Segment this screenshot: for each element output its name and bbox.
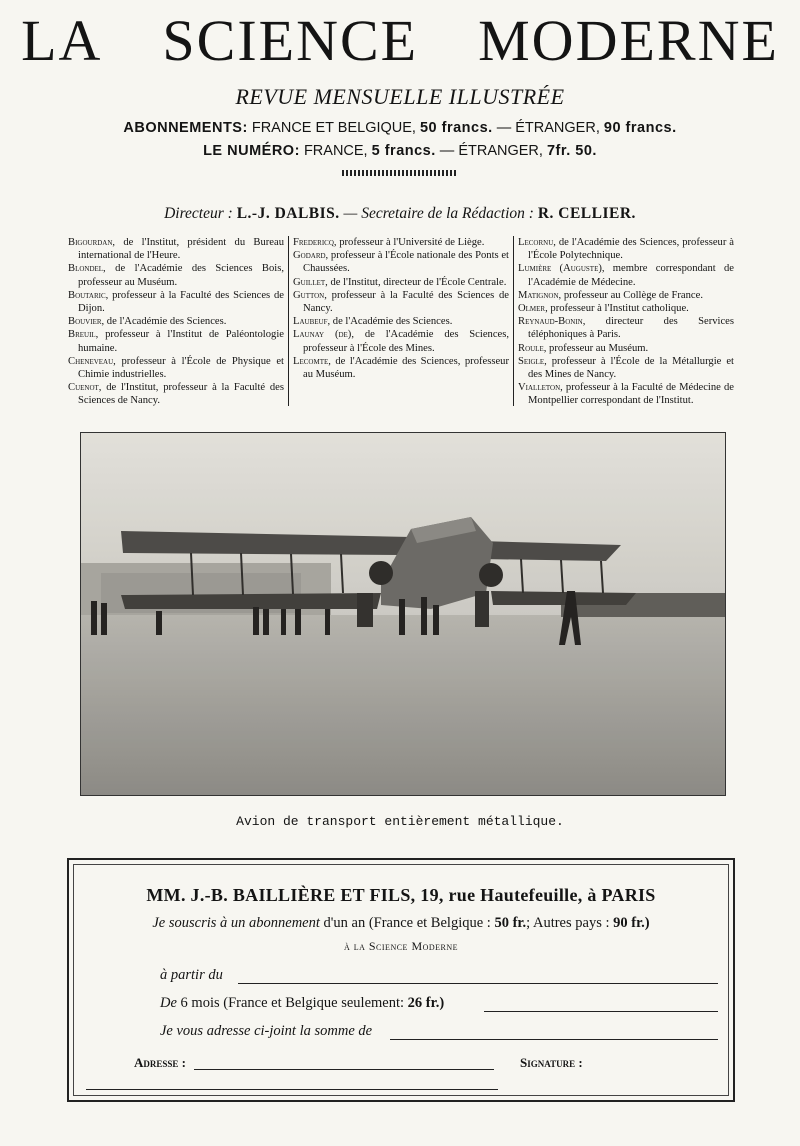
separator: — bbox=[435, 143, 459, 159]
contributor-description: de l'Académie des Sciences, professeur à l'École des Mines. bbox=[303, 329, 510, 354]
subscription-label: ABONNEMENTS: bbox=[123, 120, 248, 136]
contributor-description: professeur à l'École de Physique et Chimie industrielles. bbox=[78, 355, 284, 381]
six-month-option bbox=[160, 995, 444, 1012]
masthead-title bbox=[0, 8, 800, 73]
contributor-entry bbox=[518, 262, 734, 288]
foreign-label: ÉTRANGER, bbox=[458, 143, 543, 159]
contributor-description: membre correspondant de l'Académie de Médecine. bbox=[528, 263, 734, 288]
start-date-label: à partir du bbox=[160, 967, 223, 983]
contributor-name: Cuenot, bbox=[68, 382, 102, 394]
contributor-description: professeur à l'École de la Métallurgie et des Mines de Nancy. bbox=[528, 355, 734, 381]
contributor-entry bbox=[293, 276, 509, 289]
foreign-price: 7fr. 50. bbox=[546, 143, 597, 159]
contributor-description: de l'Institut, président du Bureau international de l'Heure. bbox=[78, 237, 284, 262]
contributor-entry bbox=[68, 355, 284, 381]
contributor-entry bbox=[293, 315, 509, 328]
amount-field[interactable] bbox=[390, 1039, 718, 1040]
contributor-name: Lecornu, bbox=[518, 237, 556, 248]
contributor-description: de l'Académie des Sciences Bois, professeur au Muséum. bbox=[78, 263, 284, 288]
contributor-description: professeur à l'Université de Liège. bbox=[336, 237, 485, 248]
contributor-entry bbox=[293, 328, 509, 354]
contributor-name: Reynaud-Bonin, bbox=[518, 316, 586, 328]
contributor-description: professeur au Collège de France. bbox=[561, 289, 703, 301]
contributor-entry bbox=[518, 302, 734, 315]
subscription-statement-mid: ; Autres pays : bbox=[526, 915, 614, 931]
contributor-name: Boutaric, bbox=[68, 289, 109, 301]
six-month-field[interactable] bbox=[484, 1011, 718, 1012]
contributor-description: de l'Institut, professeur à la Faculté des Sciences de Nancy. bbox=[78, 382, 284, 407]
coupon-frame bbox=[73, 864, 729, 1096]
publisher-address: MM. J.-B. BAILLIÈRE ET FILS, 19, rue Hautefeuille, à PARIS bbox=[146, 885, 656, 905]
address-field-second-line[interactable] bbox=[86, 1089, 498, 1090]
contributor-entry bbox=[518, 342, 734, 355]
contributor-name: Roule, bbox=[518, 342, 547, 354]
contributor-name: Seigle, bbox=[518, 355, 547, 367]
contributor-entry bbox=[68, 289, 284, 315]
journal-name: à la Science Moderne bbox=[343, 939, 459, 953]
six-month-price: 26 fr.) bbox=[407, 995, 445, 1011]
contributor-name: Blondel, bbox=[68, 263, 106, 275]
contributor-entry bbox=[293, 355, 509, 381]
contributor-description: professeur à l'Institut de Paléontologie humaine. bbox=[78, 329, 284, 354]
contributor-name: Cheneveau, bbox=[68, 355, 116, 367]
contributor-description: de l'Institut, directeur de l'École Centrale. bbox=[327, 276, 507, 288]
contributor-description: directeur des Services téléphoniques à Paris. bbox=[528, 316, 734, 341]
director-label: Directeur : bbox=[164, 205, 233, 222]
contributor-name: Laubeuf, bbox=[293, 316, 331, 328]
contributor-name: Gutton, bbox=[293, 289, 327, 301]
airplane-photo bbox=[80, 432, 726, 796]
issue-prices bbox=[0, 143, 800, 159]
france-price: 5 francs. bbox=[371, 143, 436, 159]
address-label: Adresse : bbox=[134, 1055, 186, 1070]
contributor-description: professeur à la Faculté des Sciences de Dijon. bbox=[78, 289, 284, 315]
price-france: 50 fr. bbox=[494, 915, 527, 931]
contributor-name: Breuil, bbox=[68, 329, 99, 341]
contributor-description: de l'Académie des Sciences, professeur au Muséum. bbox=[303, 355, 509, 381]
photo-caption: Avion de transport entièrement métallique. bbox=[236, 814, 564, 829]
contributor-entry bbox=[518, 236, 734, 262]
six-month-text: 6 mois (France et Belgique seulement: bbox=[176, 995, 408, 1011]
contributor-description: de l'Académie des Sciences. bbox=[104, 316, 227, 328]
foreign-label: ÉTRANGER, bbox=[515, 120, 600, 136]
start-date-field[interactable] bbox=[238, 983, 718, 984]
contributor-entry bbox=[68, 328, 284, 354]
masthead-word: MODERNE bbox=[478, 8, 779, 73]
contributor-description: professeur à la Faculté de Médecine de Montpellier correspondant de l'Institut. bbox=[528, 382, 734, 407]
separator: — bbox=[339, 205, 362, 222]
foreign-price: 90 francs. bbox=[603, 120, 677, 136]
contributor-entry bbox=[293, 236, 509, 249]
contributor-entry bbox=[518, 381, 734, 407]
contributor-description: professeur à la Faculté des Sciences de Nancy. bbox=[303, 289, 509, 315]
contributor-name: Godard, bbox=[293, 250, 329, 262]
subscription-statement-lead: Je souscris à un abonnement bbox=[152, 915, 320, 931]
subscription-statement-text: d'un an (France et Belgique : bbox=[319, 915, 495, 931]
contributor-description: professeur à l'Institut catholique. bbox=[547, 303, 689, 315]
contributor-entry bbox=[293, 289, 509, 315]
contributor-entry bbox=[518, 289, 734, 302]
contributors-list bbox=[64, 236, 738, 406]
contributor-name: Bigourdan, bbox=[68, 237, 116, 248]
contributor-description: de l'Académie des Sciences. bbox=[330, 316, 453, 328]
contributor-entry bbox=[518, 315, 734, 341]
secretary-name: R. CELLIER. bbox=[537, 205, 636, 222]
amount-label: Je vous adresse ci-joint la somme de bbox=[160, 1023, 373, 1039]
contributors-column bbox=[513, 236, 738, 406]
contributor-description: professeur à l'École nationale des Ponts et Chaussées. bbox=[303, 250, 509, 275]
secretary-label: Secretaire de la Rédaction : bbox=[361, 205, 534, 222]
signature-label: Signature : bbox=[520, 1055, 583, 1070]
subscription-prices bbox=[0, 120, 800, 136]
contributors-column bbox=[288, 236, 513, 406]
subscription-coupon bbox=[67, 858, 735, 1102]
six-month-lead: De bbox=[160, 995, 177, 1011]
price-other-countries: 90 fr.) bbox=[613, 915, 650, 931]
contributor-description: professeur au Muséum. bbox=[546, 342, 649, 354]
airplane-illustration bbox=[81, 433, 725, 795]
france-label: FRANCE, bbox=[303, 143, 368, 159]
contributor-name: Vialleton, bbox=[518, 382, 563, 394]
director-name: L.-J. DALBIS. bbox=[236, 205, 340, 222]
contributor-entry bbox=[68, 236, 284, 262]
france-label: FRANCE ET BELGIQUE, bbox=[251, 120, 416, 136]
subscription-statement bbox=[74, 915, 728, 932]
contributor-name: Fredericq, bbox=[293, 237, 337, 248]
contributors-column bbox=[64, 236, 288, 406]
contributor-description: de l'Académie des Sciences, professeur à l'École Polytechnique. bbox=[528, 237, 734, 262]
contributor-name: Olmer, bbox=[518, 303, 548, 315]
editorial-staff bbox=[0, 205, 800, 223]
contributor-name: Bouvier, bbox=[68, 316, 105, 328]
contributor-entry bbox=[293, 249, 509, 275]
address-field[interactable] bbox=[194, 1069, 494, 1070]
contributor-name: Launay (de), bbox=[293, 329, 354, 341]
contributor-entry bbox=[518, 355, 734, 381]
masthead-word: LA bbox=[21, 8, 103, 73]
issue-label: LE NUMÉRO: bbox=[203, 143, 300, 159]
subtitle: REVUE MENSUELLE ILLUSTRÉE bbox=[235, 84, 565, 109]
separator: — bbox=[492, 120, 516, 136]
contributor-entry bbox=[68, 381, 284, 407]
masthead-word: SCIENCE bbox=[162, 8, 419, 73]
contributor-name: Matignon, bbox=[518, 289, 562, 301]
france-price: 50 francs. bbox=[419, 120, 493, 136]
ornament-divider bbox=[342, 170, 458, 176]
contributor-name: Guillet, bbox=[293, 276, 328, 288]
contributor-name: Lumière (Auguste), bbox=[518, 263, 605, 275]
contributor-name: Lecomte, bbox=[293, 355, 331, 367]
contributor-entry bbox=[68, 315, 284, 328]
contributor-entry bbox=[68, 262, 284, 288]
